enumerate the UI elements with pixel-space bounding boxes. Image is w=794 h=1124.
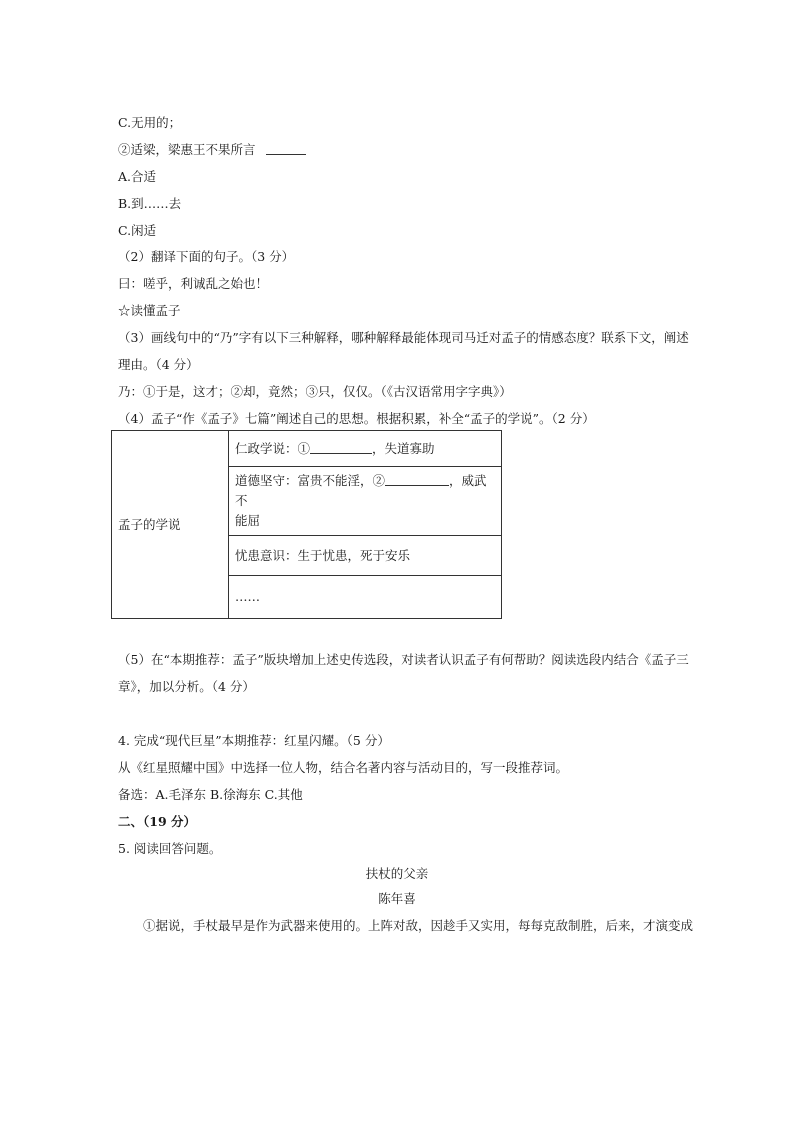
option-c-useless: C.无用的； bbox=[118, 115, 182, 130]
question-5: （5）在“本期推荐：孟子”版块增加上述史传选段，对读者认识孟子有何帮助？阅读选段内结合《孟子三 bbox=[118, 652, 689, 667]
row-text: 道德坚守：富贵不能淫，② bbox=[235, 473, 386, 488]
question-4-options: 备选：A.毛泽东 B.徐海东 C.其他 bbox=[118, 787, 303, 802]
mencius-doctrine-table bbox=[111, 430, 502, 619]
answer-blank[interactable] bbox=[266, 142, 306, 155]
question-3: （3）画线句中的“乃”字有以下三种解释，哪种解释最能体现司马迁对孟子的情感态度？联系下文，阐述 bbox=[118, 330, 689, 345]
blank-2[interactable] bbox=[385, 473, 449, 486]
question-line-2 bbox=[118, 142, 306, 158]
question-text: ②适梁，梁惠王不果所言 bbox=[118, 142, 256, 157]
question-5-read: 5. 阅读回答问题。 bbox=[118, 841, 222, 856]
question-4: （4）孟子“作《孟子》七篇”阐述自己的思想。根据积累，补全“孟子的学说”。（2 分） bbox=[118, 411, 595, 426]
sentence-to-translate: 曰：嗟乎，利诚乱之始也！ bbox=[118, 276, 269, 291]
question-2: （2）翻译下面的句子。（3 分） bbox=[118, 249, 295, 264]
article-author: 陈年喜 bbox=[378, 891, 416, 906]
table-row-daode bbox=[229, 467, 502, 536]
section-2-heading: 二、（19 分） bbox=[118, 814, 196, 829]
article-title: 扶杖的父亲 bbox=[365, 866, 429, 881]
table-row-youhuan: 忧患意识：生于忧患，死于安乐 bbox=[229, 536, 502, 576]
question-5-cont: 章》，加以分析。（4 分） bbox=[118, 679, 255, 694]
nai-definitions: 乃：①于是，这才；②却，竟然；③只，仅仅。（《古汉语常用字字典》） bbox=[118, 384, 512, 399]
question-3-cont: 理由。（4 分） bbox=[118, 357, 199, 372]
row-text: ，威武不 bbox=[235, 473, 487, 508]
question-4-main: 4. 完成“现代巨星”本期推荐：红星闪耀。（5 分） bbox=[118, 733, 390, 748]
table-row-ellipsis: …… bbox=[229, 576, 502, 619]
table-label: 孟子的学说 bbox=[112, 431, 229, 619]
row-text: 仁政学说：① bbox=[235, 440, 311, 456]
option-c: C.闲适 bbox=[118, 223, 157, 238]
question-4-desc: 从《红星照耀中国》中选择一位人物，结合名著内容与活动目的，写一段推荐词。 bbox=[118, 760, 569, 775]
table-row-renzheng bbox=[229, 431, 502, 467]
row-text: 能屈 bbox=[235, 513, 261, 528]
row-text: ，失道寡助 bbox=[372, 440, 435, 456]
section-heading-mencius: ☆读懂孟子 bbox=[118, 303, 181, 318]
blank-1[interactable] bbox=[310, 441, 372, 454]
article-paragraph-1: ①据说，手杖最早是作为武器来使用的。上阵对敌，因趁手又实用，每每克敌制胜，后来，才演变成 bbox=[143, 918, 694, 933]
option-b: B.到……去 bbox=[118, 196, 182, 211]
option-a: A.合适 bbox=[118, 169, 157, 184]
